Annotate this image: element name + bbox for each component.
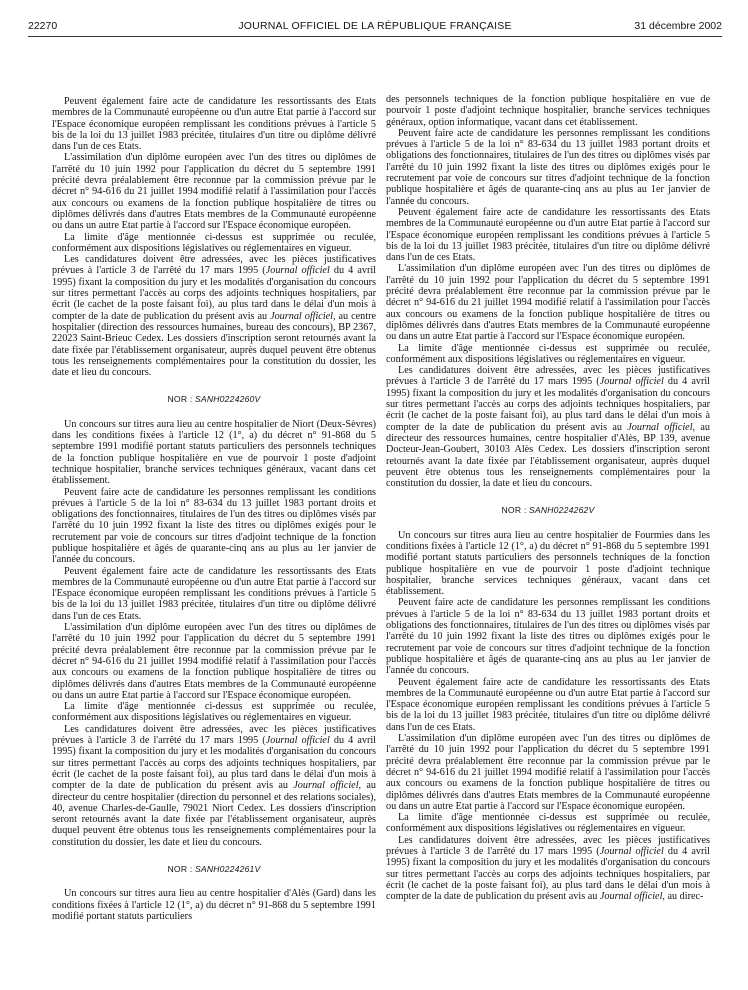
nor-code: SANH0224260V [195, 394, 261, 405]
paragraph: L'assimilation d'un diplôme européen avec l'un des titres ou diplômes de l'arrêté du 10 juin 1992 pour l'application du décret du 5 septembre 1991 précité devra préalablement être reconnue par la commission prévue par le décret n° 94-616 du 21 juillet 1994 modifié relatif à l'assimilation pour l'accès aux concours ou examens de la fonction publique hospitalière de titres ou diplômes délivrés dans d'autres Etats membres de la Communauté européenne ou dans un autre Etat partie à l'accord sur l'Espace économique européen. [52, 622, 376, 701]
paragraph [52, 254, 376, 378]
paragraph: Peuvent faire acte de candidature les personnes remplissant les conditions prévues à l'article 5 de la loi n° 83-634 du 13 juillet 1983 portant droits et obligations des fonctionnaires, titulaires de l'un des titres ou diplômes visés par l'arrêté du 10 juin 1992 fixant la liste des titres ou diplômes exigés pour le recrutement par voie de concours sur titres d'adjoint technique de la fonction publique hospitalière et âgés de quarante-cinq ans au plus au 1er janvier de l'année du concours. [386, 597, 710, 677]
paragraph: La limite d'âge mentionnée ci-dessus est supprimée ou reculée, conformément aux dispositions législatives ou réglementaires en vigueur. [52, 231, 376, 254]
text-run: Les candidatures doivent être adressées, avec les pièces justificatives prévues à l'article 3 de l'arrêté du 17 mars 1995 ( [52, 723, 376, 747]
paragraph: L'assimilation d'un diplôme européen avec l'un des titres ou diplômes de l'arrêté du 10 juin 1992 pour l'application du décret du 5 septembre 1991 précité devra préalablement être reconnue par la commission prévue par le décret n° 94-616 du 21 juillet 1994 modifié relatif à l'assimilation pour l'accès aux concours ou examens de la fonction publique hospitalière de titres ou diplômes délivrés dans d'autres Etats membres de la Communauté européenne ou dans un autre Etat partie à l'accord sur l'Espace économique européen. [52, 152, 376, 232]
italic-run: Journal officiel, [293, 780, 362, 792]
paragraph: Un concours sur titres aura lieu au centre hospitalier de Fourmies dans les conditions fixées à l'article 12 (1°, a) du décret n° 91-868 du 5 septembre 1991 modifié portant statuts particuliers des personnels techniques de la fonction publique hospitalière en vue de pourvoir 1 poste d'adjoint technique hospitalier, branche services techniques généraux, vacant dans cet établissement. [386, 529, 710, 598]
paragraph: Peuvent faire acte de candidature les personnes remplissant les conditions prévues à l'article 5 de la loi n° 83-634 du 13 juillet 1983 portant droits et obligations des fonctionnaires, titulaires de l'un des titres ou diplômes visés par l'arrêté du 10 juin 1992 fixant la liste des titres ou diplômes exigés pour le recrutement par voie de concours sur titres d'adjoint technique de la fonction publique hospitalière et âgés de quarante-cinq ans au plus au 1er janvier de l'année du concours. [52, 486, 376, 566]
italic-run: Journal officiel [265, 265, 330, 277]
paragraph: Peuvent également faire acte de candidature les ressortissants des Etats membres de la Communauté européenne ou d'un autre Etat partie à l'accord sur l'Espace économique européen remplissant les conditions prévues à l'article 5 bis de la loi du 13 juillet 1983 précitée, titulaires d'un titre ou diplôme délivré dans l'un de ces Etats. [386, 206, 710, 264]
nor-label: NOR : [501, 505, 529, 516]
italic-run: Journal officiel, [627, 421, 696, 433]
page-number: 22270 [28, 20, 58, 32]
text-run: au directeur du centre hospitalier (direction du personnel et des relations sociales), 40, avenue Charles-de-Gaulle, 79021 Niort Cedex. Les dossiers d'inscription seront retournés avant la date fixée par l'établissement organisateur, auprès duquel peuvent être obtenus tous les renseignements complémentaires pour la constitution du dossier, les date et lieu du concours. [52, 780, 376, 848]
paragraph: des personnels techniques de la fonction publique hospitalière en vue de pourvoir 1 poste d'adjoint technique hospitalier, branche services techniques généraux, option informatique, vacant dans cet établissement. [386, 94, 710, 128]
paragraph: La limite d'âge mentionnée ci-dessus est supprimée ou reculée, conformément aux dispositions législatives ou réglementaires en vigueur. [386, 342, 710, 365]
paragraph [386, 365, 710, 489]
italic-run: Journal officiel [599, 846, 664, 857]
header-rule [28, 36, 722, 37]
paragraph: Peuvent également faire acte de candidature les ressortissants des Etats membres de la Communauté européenne ou d'un autre Etat partie à l'accord sur l'Espace économique européen remplissant les conditions prévues à l'article 5 bis de la loi du 13 juillet 1983 précitée, titulaires d'un titre ou diplôme délivré dans l'un de ces Etats. [52, 96, 376, 153]
text-run: Les candidatures doivent être adressées, avec les pièces justificatives prévues à l'article 3 de l'arrêté du 17 mars 1995 ( [386, 365, 710, 388]
paragraph: L'assimilation d'un diplôme européen avec l'un des titres ou diplômes de l'arrêté du 10 juin 1992 pour l'application du décret du 5 septembre 1991 précité devra préalablement être reconnue par la commission prévue par le décret n° 94-616 du 21 juillet 1994 modifié relatif à l'assimilation pour l'accès aux concours ou examens de la fonction publique hospitalière de titres ou diplômes délivrés dans d'autres Etats membres de la Communauté européenne ou dans un autre Etat partie à l'accord sur l'Espace économique européen. [386, 733, 710, 812]
left-column [52, 96, 376, 986]
nor-reference [52, 864, 376, 875]
paragraph: La limite d'âge mentionnée ci-dessus est supprimée ou reculée, conformément aux dispositions législatives ou réglementaires en vigueur. [52, 701, 376, 724]
text-run: au direc- [664, 891, 704, 903]
nor-reference [52, 394, 376, 405]
page-header [28, 20, 722, 36]
nor-reference [386, 505, 710, 516]
paragraph: Peuvent faire acte de candidature les personnes remplissant les conditions prévues à l'article 5 de la loi n° 83-634 du 13 juillet 1983 portant droits et obligations des fonctionnaires, titulaires de l'un des titres ou diplômes visés par l'arrêté du 10 juin 1992 fixant la liste des titres ou diplômes exigés pour le recrutement par voie de concours sur titres d'adjoint technique de la fonction publique hospitalière et âgés de quarante-cinq ans au plus au 1er janvier de l'année du concours. [386, 127, 710, 207]
paragraph: Peuvent également faire acte de candidature les ressortissants des Etats membres de la Communauté européenne ou d'un autre Etat partie à l'accord sur l'Espace économique européen remplissant les conditions prévues à l'article 5 bis de la loi du 13 juillet 1983 précitée, titulaires d'un titre ou diplôme délivré dans l'un de ces Etats. [386, 676, 710, 733]
paragraph: Peuvent également faire acte de candidature les ressortissants des Etats membres de la Communauté européenne ou d'un autre Etat partie à l'accord sur l'Espace économique européen remplissant les conditions prévues à l'article 5 bis de la loi du 13 juillet 1983 précitée, titulaires d'un titre ou diplôme délivré dans l'un de ces Etats. [52, 565, 376, 622]
text-run: du 4 avril 1995) fixant la composition du jury et les modalités d'organisation du concours sur titres permettant l'accès au corps des adjoints techniques hospitaliers, par écrit (le cachet de la poste faisant foi), au plus tard dans le délai d'un mois à compter de la date de publication du présent avis au [52, 735, 376, 792]
journal-title: JOURNAL OFFICIEL DE LA RÉPUBLIQUE FRANÇAISE [238, 20, 512, 32]
text-run: du 4 avril 1995) fixant la composition du jury et les modalités d'organisation du concours sur titres permettant l'accès au corps des adjoints techniques hospitaliers, par écrit (le cachet de la poste faisant foi), au plus tard dans le délai d'un mois à compter de la date de publication du présent avis au [386, 846, 710, 903]
nor-code: SANH0224262V [529, 505, 595, 516]
italic-run: Journal officiel [265, 735, 330, 747]
text-run: du 4 avril 1995) fixant la composition du jury et les modalités d'organisation du concours sur titres permettant l'accès au corps des adjoints techniques hospitaliers, par écrit (le cachet de la poste faisant foi), au plus tard dans le délai d'un mois à compter de la date de publication du présent avis au [386, 376, 710, 433]
italic-run: Journal officiel [599, 376, 664, 388]
text-run: Les candidatures doivent être adressées, avec les pièces justificatives prévues à l'article 3 de l'arrêté du 17 mars 1995 ( [386, 834, 710, 857]
italic-run: Journal officiel, [599, 891, 665, 903]
right-column [386, 94, 710, 984]
paragraph [386, 835, 710, 903]
text-run: du 4 avril 1995) fixant la composition du jury et les modalités d'organisation du concours sur titres permettant l'accès au corps des adjoints techniques hospitaliers, par écrit (le cachet de la poste faisant foi), au plus tard dans le délai d'un mois à compter de la date de publication du présent avis au [52, 265, 376, 322]
paragraph: Un concours sur titres aura lieu au centre hospitalier de Niort (Deux-Sèvres) dans les conditions fixées à l'article 12 (1°, a) du décret n° 91-868 du 5 septembre 1991 modifié portant statuts particuliers des personnels techniques de la fonction publique hospitalière en vue de pourvoir 1 poste d'adjoint technique hospitalier, branche services techniques généraux, vacant dans cet établissement. [52, 418, 376, 487]
nor-label: NOR : [167, 394, 195, 405]
paragraph: La limite d'âge mentionnée ci-dessus est supprimée ou reculée, conformément aux dispositions législatives ou réglementaires en vigueur. [386, 812, 710, 835]
paragraph: L'assimilation d'un diplôme européen avec l'un des titres ou diplômes de l'arrêté du 10 juin 1992 pour l'application du décret du 5 septembre 1991 précité devra préalablement être reconnue par la commission prévue par le décret n° 94-616 du 21 juillet 1994 modifié relatif à l'assimilation pour l'accès aux concours ou examens de la fonction publique hospitalière de titres ou diplômes délivrés dans d'autres Etats membres de la Communauté européenne ou dans un autre Etat partie à l'accord sur l'Espace économique européen. [386, 263, 710, 343]
text-run: Les candidatures doivent être adressées, avec les pièces justificatives prévues à l'article 3 de l'arrêté du 17 mars 1995 ( [52, 254, 376, 277]
issue-date: 31 décembre 2002 [634, 20, 722, 32]
paragraph [52, 724, 376, 848]
nor-label: NOR : [167, 864, 195, 874]
text-run: au centre hospitalier (direction des ressources humaines, bureau des concours), BP 2367, 22023 Saint-Brieuc Cedex. Les dossiers d'inscription seront retournés avant la date fixée par l'établissement organisateur, auprès duquel peuvent être obtenus tous les renseignements complémentaires pour la constitution du dossier, les date et lieu du concours. [52, 310, 376, 379]
nor-code: SANH0224261V [195, 864, 261, 874]
text-run: au directeur des ressources humaines, centre hospitalier d'Alès, BP 139, avenue Docteur-Jean-Goubert, 30103 Alès Cedex. Les dossiers d'inscription seront retournés avant la date fixée par l'établissement organisateur, auprès duquel peuvent être obtenus tous les renseignements complémentaires pour la constitution du dossier, la date et lieu du concours. [386, 421, 710, 490]
paragraph: Un concours sur titres aura lieu au centre hospitalier d'Alès (Gard) dans les conditions fixées à l'article 12 (1°, a) du décret n° 91-868 du 5 septembre 1991 modifié portant statuts particuliers [52, 888, 376, 922]
italic-run: Journal officiel, [270, 310, 336, 322]
